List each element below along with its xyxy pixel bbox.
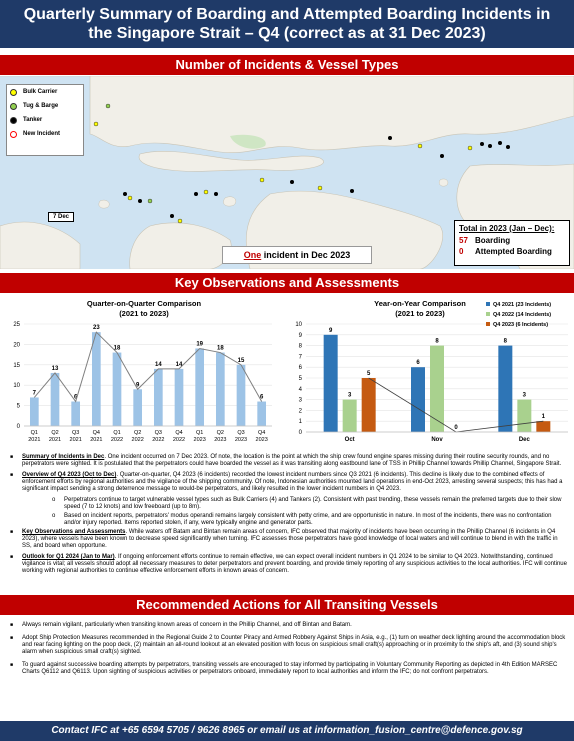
data-label: 3 — [522, 392, 527, 399]
observation-summary — [8, 454, 568, 468]
bar — [343, 400, 357, 432]
x-tick-year: 2022 — [152, 437, 165, 443]
data-label: 0 — [454, 425, 458, 431]
data-label: 23 — [92, 325, 100, 332]
title-line-1: Quarterly Summary of Boarding and Attempted Boarding Incidents in — [23, 6, 551, 23]
bar — [324, 335, 338, 432]
y-tick-label: 0 — [16, 424, 20, 430]
title-line-2: the Singapore Strait – Q4 (correct as at 31 Dec 2023) — [88, 25, 486, 42]
bar — [51, 373, 60, 426]
x-tick-label: Q1 — [113, 430, 121, 436]
recommendation-item: ■ To guard against successive boarding attempts by perpetrators, transiting vessels are encouraged to stay informed by participating in Voluntary Community Reporting as depicted in 4th Edition MARSEC Charts Q6112 and Q6113. Upon sighting of suspicious activities or perpetrators onboard, immediately report to local authorities and inform the IFC; do not confront perpetrators. — [8, 662, 568, 676]
chart-subtitle: (2021 to 2023) — [119, 309, 169, 318]
legend-label: Tug & Barge — [23, 103, 59, 109]
x-tick-label: Q1 — [195, 430, 204, 436]
y-tick-label: 9 — [298, 332, 302, 339]
x-tick-year: 2022 — [172, 437, 186, 443]
y-tick-label: 5 — [298, 376, 302, 382]
observation-heading: Outlook for Q1 2024 (Jan to Mar) — [22, 554, 115, 560]
legend-item-bulk-carrier — [7, 85, 83, 99]
observation-outlook — [8, 554, 568, 575]
bar — [195, 348, 204, 426]
new-incident-ring-icon — [10, 131, 17, 138]
data-label: 8 — [435, 338, 439, 345]
bar — [216, 353, 225, 426]
y-tick-label: 4 — [298, 386, 302, 393]
quarter-chart-svg — [2, 296, 286, 446]
bar — [362, 378, 376, 432]
bar — [237, 365, 246, 426]
incident-date-tag: 7 Dec — [48, 212, 74, 222]
y-tick-label: 8 — [298, 343, 302, 350]
bar — [257, 402, 266, 426]
bulk-carrier-dot-icon — [10, 89, 17, 96]
observations-list — [8, 454, 568, 579]
data-label: 14 — [175, 361, 183, 368]
x-tick-label: Nov — [431, 437, 443, 443]
legend-item-new-incident — [7, 127, 83, 141]
section-header-incidents: Number of Incidents & Vessel Types — [0, 55, 574, 75]
legend-swatch — [486, 312, 490, 316]
section-header-recommendations: Recommended Actions for All Transiting Vessels — [0, 595, 574, 615]
bar — [30, 397, 39, 426]
y-tick-label: 2 — [298, 408, 302, 415]
map-legend — [6, 84, 84, 156]
bar — [92, 332, 101, 426]
x-tick-label: Q2 — [51, 430, 59, 436]
year-chart-svg — [288, 296, 572, 446]
map-singapore-island — [139, 151, 324, 171]
tug-barge-dot-icon — [10, 103, 17, 110]
data-label: 6 — [73, 394, 78, 401]
x-tick-label: Q3 — [71, 430, 80, 436]
chart-title: Quarter-on-Quarter Comparison — [86, 299, 202, 308]
tanker-dot-icon — [10, 117, 17, 124]
observation-key — [8, 529, 568, 550]
trend-line — [369, 378, 544, 432]
incident-count-word: One — [243, 250, 262, 260]
y-tick-label: 20 — [13, 342, 20, 349]
incident-map — [0, 76, 574, 269]
data-label: 6 — [259, 394, 264, 401]
recommendations-list — [8, 622, 568, 682]
incident-callout-text: incident in Dec 2023 — [261, 250, 351, 260]
bar — [113, 353, 122, 426]
map-land-south-3 — [0, 222, 80, 269]
legend-item-tug-barge — [7, 99, 83, 113]
bar — [411, 367, 425, 432]
x-tick-year: 2021 — [69, 437, 82, 443]
data-label: 3 — [347, 392, 352, 399]
observation-overview — [8, 472, 568, 493]
boarding-label: Boarding — [475, 236, 511, 245]
section-header-observations: Key Observations and Assessments — [0, 273, 574, 293]
x-tick-label: Dec — [518, 437, 530, 443]
y-tick-label: 5 — [16, 403, 20, 410]
x-tick-label: Q3 — [154, 430, 163, 436]
data-label: 14 — [154, 361, 162, 368]
x-tick-year: 2023 — [255, 437, 268, 443]
y-tick-label: 15 — [13, 362, 20, 369]
x-tick-label: Q4 — [257, 430, 266, 436]
observation-sub-modus-operandi: o Based on incident reports, perpetrators' modus operandi remains largely consistent with petty crime, and are opportunistic in nature. In most of the incidents, there was no confrontation and/or injury reported. Items reported stolen, if any, were typically engine and generator parts. — [8, 513, 568, 527]
bar — [430, 346, 444, 432]
x-tick-label: Q4 — [175, 430, 183, 436]
y-tick-label: 10 — [13, 383, 20, 390]
x-tick-year: 2021 — [48, 437, 62, 443]
x-tick-label: Q4 — [92, 430, 101, 436]
bar — [133, 389, 142, 426]
observation-text: . One incident occurred on 7 Dec 2023. Of note, the location is the point at which the ship crew found engine spares missing during their routine security rounds, and no perpetrators were sighted. It is postulated that the perpetrators could have boarded the vessel as it was transiting along eastbound lane of TSS in Phillip Channel towards Phillip Channel, Singapore Strait. — [22, 454, 562, 467]
data-label: 9 — [328, 327, 333, 334]
x-tick-year: 2022 — [110, 437, 124, 443]
x-tick-label: Q2 — [133, 430, 142, 436]
legend-label: New Incident — [23, 131, 61, 137]
y-tick-label: 1 — [298, 419, 302, 426]
x-tick-label: Q3 — [237, 430, 245, 436]
map-land-south-2 — [130, 223, 232, 269]
x-tick-year: 2021 — [90, 437, 103, 443]
x-tick-year: 2023 — [214, 437, 227, 443]
monthly-incident-callout — [222, 246, 372, 264]
y-tick-label: 10 — [295, 322, 302, 328]
trend-line — [34, 332, 261, 401]
y-tick-label: 25 — [13, 322, 20, 328]
legend-label: Tanker — [23, 117, 43, 123]
y-tick-label: 7 — [298, 354, 302, 361]
observation-text: . While waters off Batam and Bintan remain areas of concern, IFC observed that majority of incidents have been occurring in the Phillip Channel (6 incidents in Q4 2023), where vessels have been known to decrease speed significantly when turning. IFC assesses those perpetrators have good knowledge of local waters and will continue to blend in with the traffic in SS, and board when opportune. — [22, 529, 558, 549]
recommendation-item: ■ Adopt Ship Protection Measures recommended in the Regional Guide 2 to Counter Piracy and Armed Robbery Against Ships in Asia, e.g., (1) turn on weather deck lighting around the accommodation block and rear facing lighting on the poop deck, (2) maintain an all-round lookout at an elevated position with focus on suspicious small craft(s) approaching or in proximity to the ship's aft, and (3) sound ship's alarm when suspicious small craft(s) sighted. — [8, 635, 568, 656]
data-label: 15 — [237, 357, 245, 364]
x-tick-label: Q1 — [30, 430, 39, 436]
page-title — [0, 0, 574, 48]
x-tick-label: Oct — [344, 437, 355, 443]
attempted-label: Attempted Boarding — [475, 247, 552, 256]
y-tick-label: 3 — [298, 397, 302, 404]
attempted-count: 0 — [459, 247, 464, 256]
year-comparison-chart — [288, 296, 572, 446]
bar — [71, 402, 80, 426]
recommendation-item: ■ Always remain vigilant, particularly when transiting known areas of concern in the Phillip Channel, and off Bintan and Batam. — [8, 622, 568, 629]
data-label: 5 — [366, 371, 371, 377]
data-label: 8 — [503, 338, 508, 345]
total-attempted-row — [459, 246, 565, 257]
data-label: 7 — [32, 390, 37, 397]
observation-text: . Quarter-on-quarter, Q4 2023 (6 incidents) recorded the lowest incident numbers since Q3 2021 (6 incidents). This decline is likely due to the combined effects of enforcement efforts by regional authorities and the vigilance of the shipping community. Of note, Indonesian authorities mounted land operations in end-Oct 2023, arresting several suspects; this has had a significant impact sending a strong deterrence message to would-be perpetrators, and likely resulted in the lower incident numbers in Q4 2023. — [22, 472, 563, 492]
legend-label: Q4 2021 (23 Incidents) — [493, 302, 552, 308]
x-tick-year: 2023 — [193, 437, 206, 443]
data-label: 1 — [541, 414, 546, 421]
quarter-comparison-chart — [2, 296, 286, 446]
x-tick-label: Q2 — [216, 430, 225, 436]
bar — [536, 421, 550, 432]
legend-item-tanker — [7, 113, 83, 127]
observation-heading: Key Observations and Assessments — [22, 529, 126, 535]
total-title: Total in 2023 (Jan – Dec): — [459, 224, 555, 233]
data-label: 6 — [416, 360, 420, 367]
observation-heading: Summary of Incidents in Dec — [22, 454, 105, 460]
data-label: 19 — [196, 341, 204, 348]
legend-label: Q4 2022 (14 Incidents) — [493, 312, 552, 318]
x-tick-year: 2022 — [131, 437, 144, 443]
legend-swatch — [486, 302, 490, 306]
data-label: 9 — [135, 382, 140, 389]
bar — [175, 369, 184, 426]
boarding-count: 57 — [459, 236, 468, 245]
data-label: 13 — [51, 365, 59, 372]
y-tick-label: 0 — [298, 430, 302, 436]
observation-heading: Overview of Q4 2023 (Oct to Dec) — [22, 472, 117, 478]
legend-label: Bulk Carrier — [23, 89, 58, 95]
bar — [517, 400, 531, 432]
data-label: 18 — [216, 345, 224, 352]
legend-swatch — [486, 322, 490, 326]
bar — [154, 369, 163, 426]
x-tick-year: 2023 — [234, 437, 248, 443]
yearly-total-box — [454, 220, 570, 266]
data-label: 18 — [113, 345, 121, 352]
legend-label: Q4 2023 (6 Incidents) — [493, 322, 549, 328]
bar — [498, 346, 512, 432]
x-tick-year: 2021 — [28, 437, 41, 443]
observation-sub-vessel-types: o Perpetrators continue to target vulnerable vessel types such as Bulk Carriers (4) and Tankers (2). Consistent with past trending, these vessels remain the preferred targets due to their slow speed (7 to 12 knots) and low freeboard (up to 8m). — [8, 497, 568, 511]
chart-title: Year-on-Year Comparison — [374, 299, 466, 308]
y-tick-label: 6 — [298, 365, 302, 372]
contact-footer[interactable]: Contact IFC at +65 6594 5705 / 9626 8965 or email us at information_fusion_centre@defence.gov.sg — [0, 721, 574, 741]
observation-text: . If ongoing enforcement efforts continue to remain effective, we can expect overall incident numbers in Q1 2024 to be similar to Q4 2023. Notwithstanding, continued vigilance is vital; all vessels should adopt all necessary measures to deter perpetrators and prevent boarding, and provide timely reporting of any suspicious activities to the local authorities. IFC will continue working with regional authorities to continue effective enforcement efforts in known areas of concern. — [22, 554, 567, 574]
chart-subtitle: (2021 to 2023) — [395, 309, 445, 318]
total-boarding-row — [459, 235, 565, 246]
map-land-north — [0, 76, 574, 153]
